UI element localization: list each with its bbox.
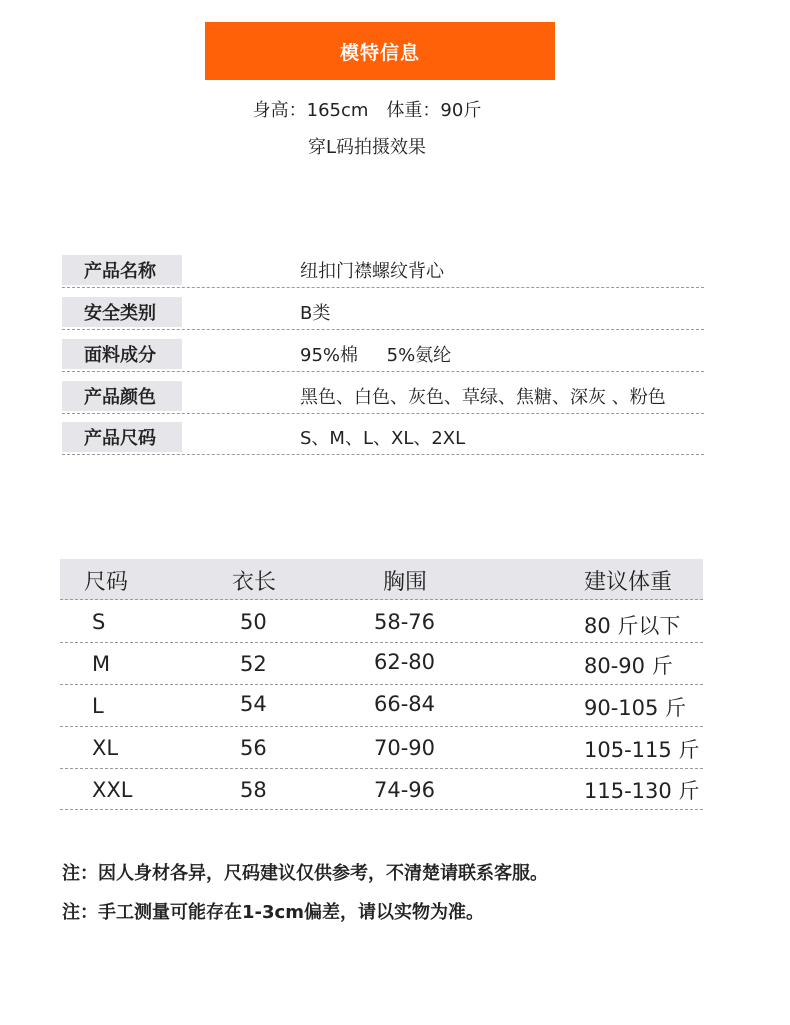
info-label: 安全类别 (62, 297, 182, 327)
info-value: 黑色、白色、灰色、草绿、焦糖、深灰 、粉色 (300, 387, 666, 408)
model-height: 身高：165cm (252, 100, 369, 121)
cell-chest: 70-90 (374, 736, 436, 760)
info-value: 纽扣门襟螺纹背心 (300, 261, 444, 282)
note-measurement-error: 注：手工测量可能存在1-3cm偏差，请以实物为准。 (62, 902, 484, 923)
model-info-banner (205, 22, 555, 80)
info-label: 产品颜色 (62, 381, 182, 411)
cell-length: 50 (240, 610, 267, 634)
table-row (60, 600, 703, 643)
cell-size: M (92, 652, 111, 676)
cell-weight: 90-105 斤 (584, 696, 687, 720)
table-row (60, 726, 703, 769)
info-row-sizes (62, 422, 704, 455)
table-row (60, 642, 703, 685)
cell-size: XXL (92, 778, 133, 802)
info-value: 95%棉 5%氨纶 (300, 345, 452, 366)
info-label: 产品名称 (62, 255, 182, 285)
header-weight: 建议体重 (584, 570, 673, 595)
cell-length: 56 (240, 736, 267, 760)
cell-weight: 105-115 斤 (584, 738, 700, 762)
note-size-advice: 注：因人身材各异，尺码建议仅供参考，不清楚请联系客服。 (62, 863, 548, 884)
cell-chest: 66-84 (374, 692, 436, 716)
cell-chest: 58-76 (374, 610, 436, 634)
info-value: S、M、L、XL、2XL (300, 428, 466, 449)
info-label: 面料成分 (62, 339, 182, 369)
cell-length: 54 (240, 692, 267, 716)
cell-size: L (92, 694, 104, 718)
cell-length: 58 (240, 778, 267, 802)
header-chest: 胸围 (383, 570, 428, 595)
info-row-colors (62, 381, 704, 414)
cell-size: S (92, 610, 106, 634)
table-row (60, 767, 703, 810)
cell-chest: 74-96 (374, 778, 436, 802)
header-length: 衣长 (232, 570, 277, 595)
cell-length: 52 (240, 652, 267, 676)
model-measurements (0, 96, 734, 122)
banner-title: 模特信息 (339, 41, 420, 64)
info-row-fabric (62, 339, 704, 372)
cell-weight: 80 斤以下 (584, 614, 681, 638)
cell-weight: 115-130 斤 (584, 779, 700, 803)
cell-size: XL (92, 736, 119, 760)
info-row-name (62, 255, 704, 288)
info-row-safety (62, 297, 704, 330)
table-row (60, 684, 703, 727)
info-value: B类 (300, 303, 331, 324)
cell-chest: 62-80 (374, 650, 436, 674)
cell-weight: 80-90 斤 (584, 654, 673, 678)
size-chart-header (60, 559, 703, 600)
info-label: 产品尺码 (62, 422, 182, 452)
model-fit-note: 穿L码拍摄效果 (307, 137, 427, 158)
model-weight: 体重：90斤 (386, 100, 482, 121)
header-size: 尺码 (84, 570, 129, 595)
